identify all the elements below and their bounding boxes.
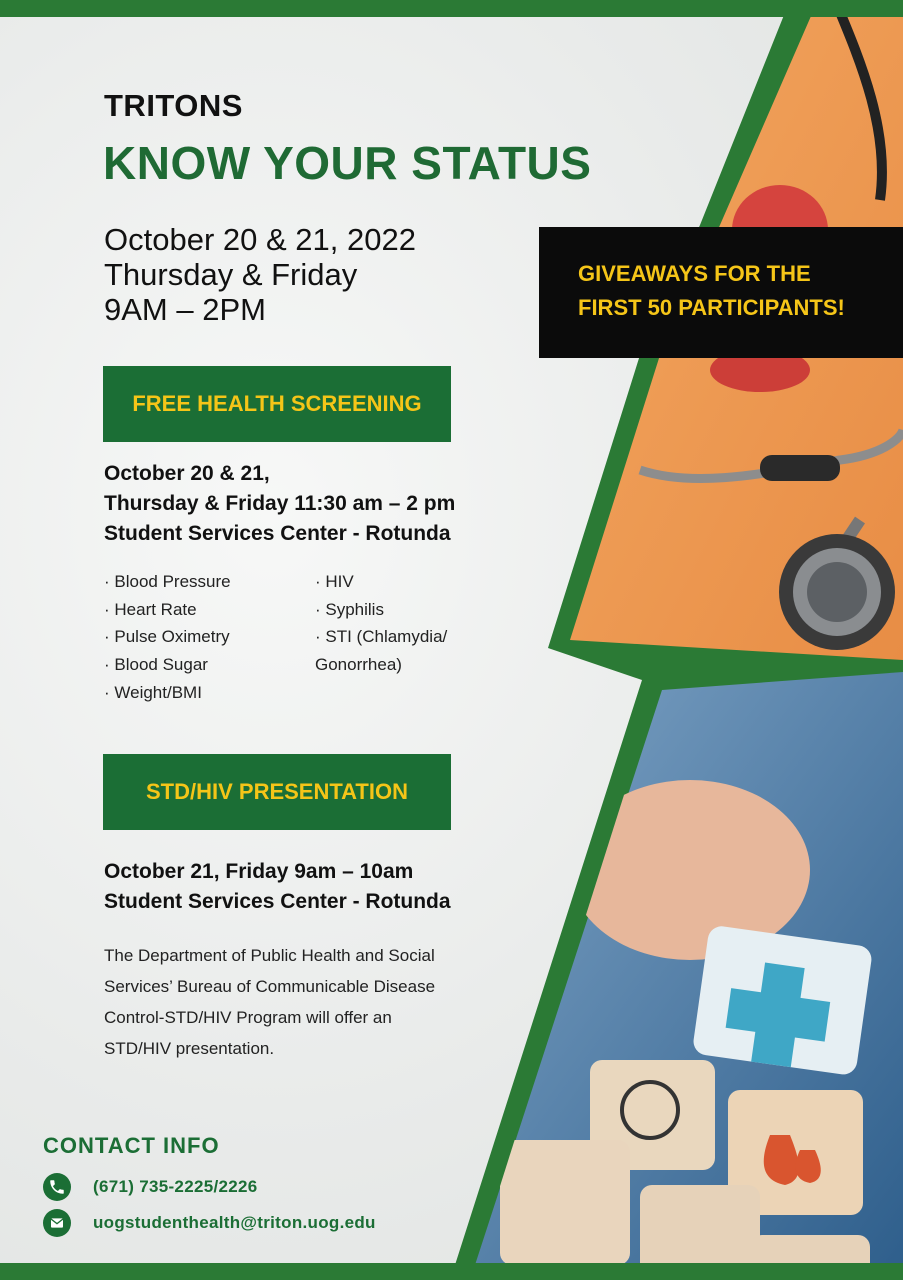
description-line: Services’ Bureau of Communicable Disease — [104, 977, 436, 996]
giveaway-line-2: FIRST 50 PARTICIPANTS! — [578, 295, 845, 320]
description-line: STD/HIV presentation. — [104, 1039, 275, 1058]
envelope-icon — [43, 1209, 71, 1237]
presentation-description — [104, 940, 494, 1064]
screening-line-2: Thursday & Friday 11:30 am – 2 pm — [104, 492, 456, 515]
page-title: KNOW YOUR STATUS — [103, 137, 592, 189]
list-item: · Blood Sugar — [104, 655, 208, 675]
list-item: · HIV — [315, 572, 354, 591]
screening-line-3: Student Services Center - Rotunda — [104, 522, 451, 545]
event-time: 9AM – 2PM — [104, 292, 266, 327]
top-border — [0, 0, 903, 17]
screening-details — [104, 459, 455, 549]
presentation-heading: STD/HIV PRESENTATION — [146, 779, 408, 804]
giveaway-line-1: GIVEAWAYS FOR THE — [578, 261, 811, 286]
list-item: · Heart Rate — [104, 599, 197, 619]
list-item: · Syphilis — [315, 599, 384, 619]
list-item: · STI (Chlamydia/ — [315, 627, 448, 647]
description-line: Control-STD/HIV Program will offer an — [104, 1008, 392, 1027]
contact-phone[interactable]: (671) 735-2225/2226 — [93, 1177, 258, 1196]
phone-icon — [43, 1173, 71, 1201]
kicker: TRITONS — [104, 88, 243, 123]
event-days: Thursday & Friday — [104, 257, 358, 292]
screening-line-1: October 20 & 21, — [104, 462, 270, 485]
event-date: October 20 & 21, 2022 — [104, 222, 416, 257]
screening-list-1 — [104, 568, 231, 707]
list-item: Gonorrhea) — [315, 655, 402, 675]
contact-email[interactable]: uogstudenthealth@triton.uog.edu — [93, 1213, 376, 1232]
presentation-heading-box — [103, 754, 451, 830]
list-item: · Blood Pressure — [104, 572, 231, 591]
presentation-line-1: October 21, Friday 9am – 10am — [104, 860, 414, 883]
contact-phone-row[interactable] — [43, 1173, 258, 1201]
screening-heading-box — [103, 366, 451, 442]
presentation-details — [104, 857, 451, 917]
giveaway-banner — [539, 227, 903, 358]
event-datetime — [104, 222, 416, 327]
description-line: The Department of Public Health and Social — [104, 946, 435, 965]
screening-heading: FREE HEALTH SCREENING — [132, 391, 422, 416]
list-item: · Pulse Oximetry — [104, 627, 230, 647]
presentation-line-2: Student Services Center - Rotunda — [104, 890, 451, 913]
contact-title: CONTACT INFO — [43, 1133, 220, 1158]
bottom-border — [0, 1263, 903, 1280]
contact-email-row[interactable] — [43, 1209, 376, 1237]
list-item: · Weight/BMI — [104, 682, 202, 702]
screening-list-2 — [315, 568, 447, 679]
